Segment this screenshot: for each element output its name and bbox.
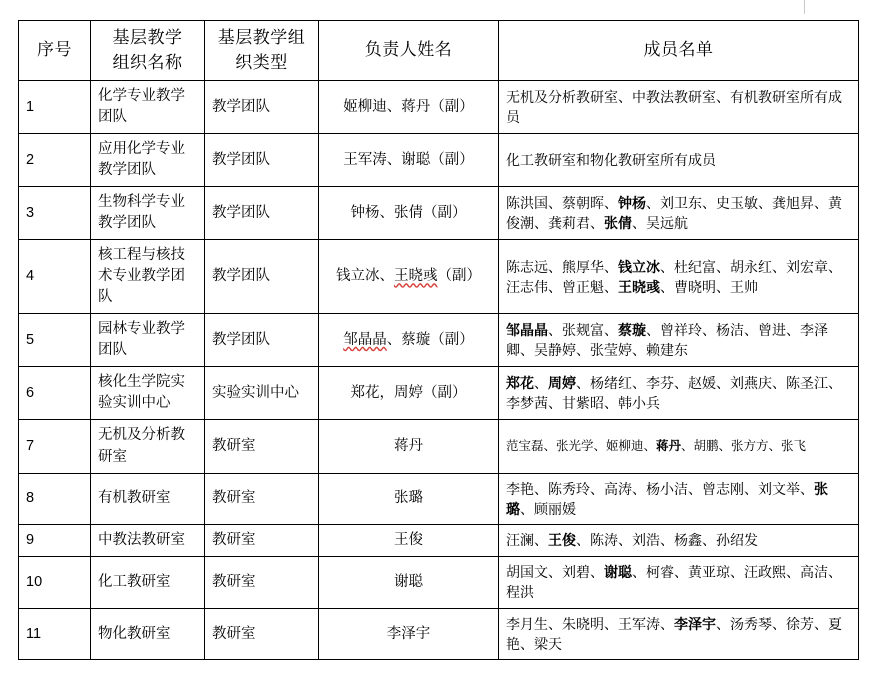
cell-member-list: 范宝磊、张光学、姬柳迪、蒋丹、胡鹏、张方方、张飞 (499, 420, 859, 473)
cell-member-list: 李月生、朱晓明、王军涛、李泽宇、汤秀琴、徐芳、夏艳、梁天 (499, 608, 859, 660)
cell-organization-name: 化学专业教学团队 (91, 81, 205, 134)
cell-sequence-number: 4 (19, 240, 91, 314)
cell-leader-name: 张璐 (319, 473, 499, 525)
cell-leader-name: 姬柳迪、蒋丹（副） (319, 81, 499, 134)
cell-member-list: 无机及分析教研室、中教法教研室、有机教研室所有成员 (499, 81, 859, 134)
cell-sequence-number: 9 (19, 525, 91, 557)
table-row (19, 240, 859, 314)
cell-member-list: 化工教研室和物化教研室所有成员 (499, 134, 859, 187)
cell-sequence-number: 11 (19, 608, 91, 660)
cell-member-list: 陈志远、熊厚华、钱立冰、杜纪富、胡永红、刘宏章、汪志伟、曾正魁、王晓彧、曹晓明、王帅 (499, 240, 859, 314)
cell-leader-name: 邹晶晶、蔡璇（副） (319, 314, 499, 367)
cell-sequence-number: 1 (19, 81, 91, 134)
header-cell-head (319, 21, 499, 81)
cell-organization-type: 教学团队 (205, 314, 319, 367)
table-row (19, 134, 859, 187)
cell-organization-name: 无机及分析教研室 (91, 420, 205, 473)
page-edge-mark (804, 0, 805, 14)
cell-leader-name: 蒋丹 (319, 420, 499, 473)
cell-sequence-number: 8 (19, 473, 91, 525)
header-cell-type (205, 21, 319, 81)
header-text: 序号 (37, 40, 72, 60)
cell-organization-name: 中教法教研室 (91, 525, 205, 557)
table-row (19, 608, 859, 660)
cell-leader-name: 郑花，周婷（副） (319, 367, 499, 420)
cell-organization-name: 物化教研室 (91, 608, 205, 660)
cell-organization-type: 教研室 (205, 557, 319, 609)
cell-organization-name: 核化生学院实验实训中心 (91, 367, 205, 420)
cell-member-list: 陈洪国、蔡朝晖、钟杨、刘卫东、史玉敏、龚旭昇、黄俊潮、龚莉君、张倩、吴远航 (499, 187, 859, 240)
cell-member-list: 汪澜、王俊、陈涛、刘浩、杨鑫、孙绍发 (499, 525, 859, 557)
table-row (19, 525, 859, 557)
table-row (19, 187, 859, 240)
cell-sequence-number: 3 (19, 187, 91, 240)
cell-organization-type: 实验实训中心 (205, 367, 319, 420)
grassroots-teaching-organization-table (18, 20, 859, 660)
cell-leader-name: 王俊 (319, 525, 499, 557)
cell-organization-name: 园林专业教学团队 (91, 314, 205, 367)
header-cell-no (19, 21, 91, 81)
cell-sequence-number: 7 (19, 420, 91, 473)
table-row (19, 420, 859, 473)
header-cell-name (91, 21, 205, 81)
header-text: 织类型 (235, 52, 288, 72)
cell-organization-type: 教学团队 (205, 187, 319, 240)
cell-member-list: 邹晶晶、张觌富、蔡璇、曾祥玲、杨洁、曾进、李泽卿、吴静婷、张莹婷、赖建东 (499, 314, 859, 367)
cell-organization-type: 教学团队 (205, 134, 319, 187)
header-text: 基层教学组 (217, 28, 306, 47)
table-body (19, 81, 859, 660)
cell-leader-name: 李泽宇 (319, 608, 499, 660)
header-text: 组织名称 (112, 52, 183, 72)
cell-sequence-number: 2 (19, 134, 91, 187)
table-row (19, 557, 859, 609)
cell-member-list: 胡国文、刘碧、谢聪、柯睿、黄亚琼、汪政熙、高洁、程洪 (499, 557, 859, 609)
cell-organization-name: 化工教研室 (91, 557, 205, 609)
cell-leader-name: 钟杨、张倩（副） (319, 187, 499, 240)
table-row (19, 314, 859, 367)
cell-organization-type: 教研室 (205, 525, 319, 557)
cell-organization-name: 有机教研室 (91, 473, 205, 525)
cell-organization-type: 教学团队 (205, 240, 319, 314)
cell-leader-name: 谢聪 (319, 557, 499, 609)
table-row (19, 473, 859, 525)
cell-sequence-number: 6 (19, 367, 91, 420)
table-header-row (19, 21, 859, 81)
cell-organization-name: 应用化学专业教学团队 (91, 134, 205, 187)
cell-member-list: 郑花、周婷、杨绪红、李芬、赵媛、刘燕庆、陈圣江、李梦茜、甘紫昭、韩小兵 (499, 367, 859, 420)
cell-organization-type: 教学团队 (205, 81, 319, 134)
cell-organization-type: 教研室 (205, 473, 319, 525)
cell-member-list: 李艳、陈秀玲、高涛、杨小洁、曾志刚、刘文举、张璐、顾丽媛 (499, 473, 859, 525)
table-row (19, 367, 859, 420)
table-row (19, 81, 859, 134)
header-text: 基层教学 (112, 28, 183, 47)
cell-leader-name: 钱立冰、王晓彧（副） (319, 240, 499, 314)
table-header (19, 21, 859, 81)
cell-leader-name: 王军涛、谢聪（副） (319, 134, 499, 187)
cell-organization-type: 教研室 (205, 420, 319, 473)
cell-organization-type: 教研室 (205, 608, 319, 660)
cell-sequence-number: 10 (19, 557, 91, 609)
header-cell-members (499, 21, 859, 81)
cell-organization-name: 生物科学专业教学团队 (91, 187, 205, 240)
header-text: 负责人姓名 (364, 40, 453, 60)
cell-sequence-number: 5 (19, 314, 91, 367)
cell-organization-name: 核工程与核技术专业教学团队 (91, 240, 205, 314)
header-text: 成员名单 (643, 40, 714, 60)
